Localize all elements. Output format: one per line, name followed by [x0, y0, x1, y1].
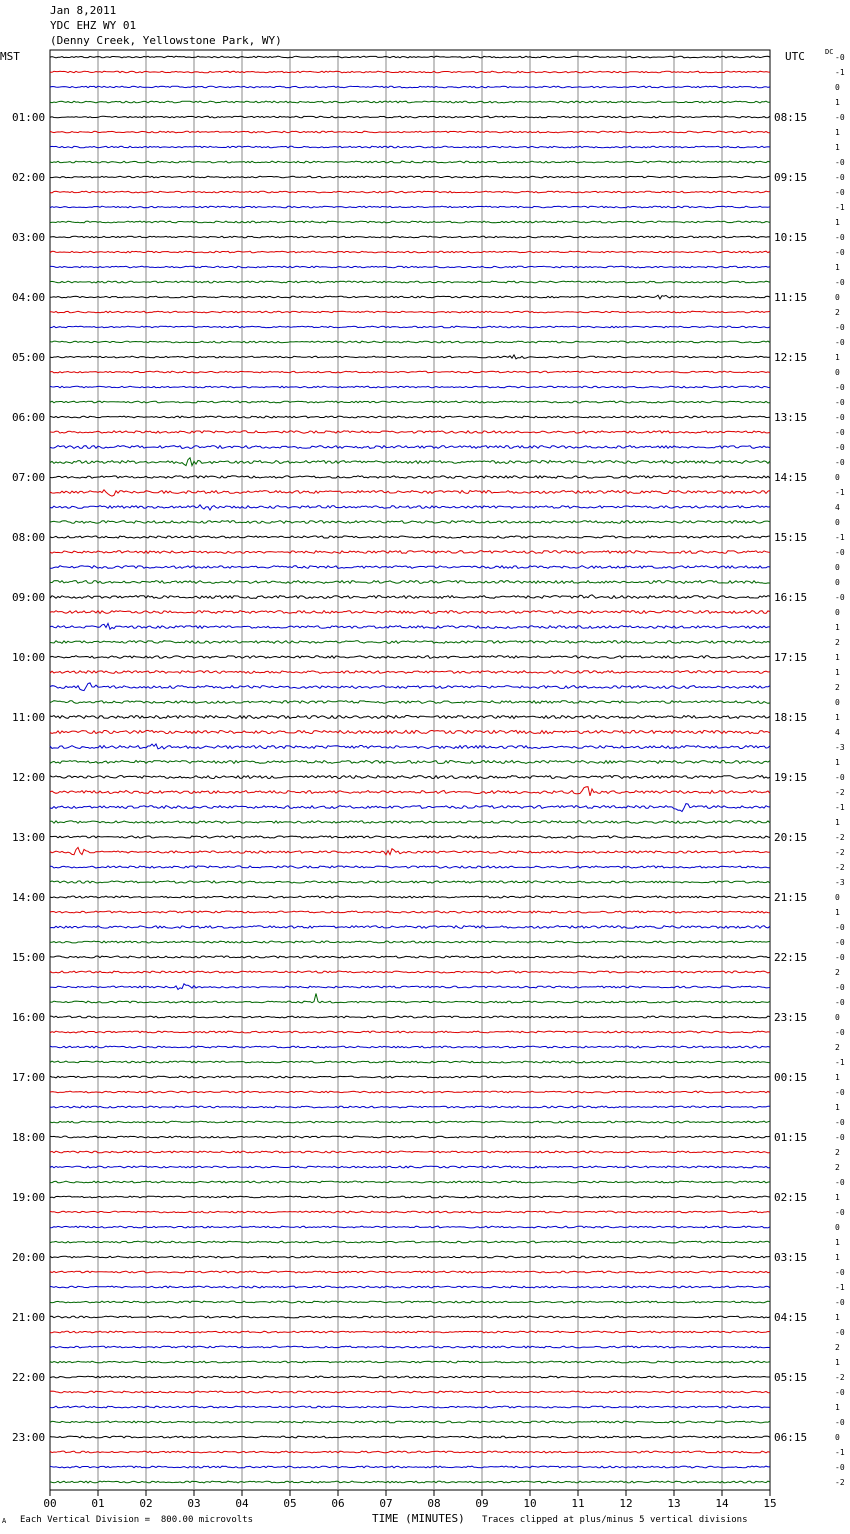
- x-tick-label: 10: [523, 1497, 537, 1510]
- trace-row: [50, 131, 770, 133]
- trace-row: [50, 1196, 770, 1198]
- trace-row: [50, 581, 770, 584]
- left-hour-label: 08:00: [12, 531, 46, 544]
- dc-offset-label: -0: [835, 383, 845, 392]
- dc-offset-label: 2: [835, 308, 840, 317]
- right-hour-label: 15:15: [774, 531, 808, 544]
- trace-row: [50, 1046, 770, 1048]
- dc-offset-label: -2: [835, 833, 845, 842]
- header-date: Jan 8,2011: [50, 4, 117, 17]
- dc-offset-label: -0: [835, 923, 845, 932]
- dc-offset-label: 0: [835, 1433, 840, 1442]
- right-hour-label: 14:15: [774, 471, 808, 484]
- x-tick-label: 01: [91, 1497, 105, 1510]
- x-tick-label: 12: [619, 1497, 633, 1510]
- dc-offset-label: 1: [835, 98, 840, 107]
- dc-offset-label: -3: [835, 878, 845, 887]
- x-tick-label: 15: [763, 1497, 777, 1510]
- dc-offset-label: 1: [835, 1358, 840, 1367]
- trace-row: [50, 641, 770, 644]
- dc-offset-label: -0: [835, 398, 845, 407]
- dc-offset-label: 1: [835, 623, 840, 632]
- trace-row: [50, 1136, 770, 1138]
- dc-offset-label: 2: [835, 683, 840, 692]
- dc-offset-label: -0: [835, 1028, 845, 1037]
- trace-row: [50, 176, 770, 178]
- dc-offset-label: -0: [835, 248, 845, 257]
- dc-offset-label: 2: [835, 1343, 840, 1352]
- trace-row: [50, 1361, 770, 1363]
- trace-row: [50, 1436, 770, 1438]
- dc-offset-label: -0: [835, 413, 845, 422]
- trace-row: [50, 56, 770, 58]
- dc-offset-label: -0: [835, 1418, 845, 1427]
- trace-row: [50, 787, 770, 796]
- x-tick-label: 04: [235, 1497, 249, 1510]
- dc-offset-label: -0: [835, 323, 845, 332]
- trace-row: [50, 236, 770, 238]
- trace-row: [50, 611, 770, 614]
- left-hour-label: 20:00: [12, 1251, 46, 1264]
- trace-row: [50, 683, 770, 691]
- trace-row: [50, 266, 770, 268]
- dc-offset-label: 1: [835, 1073, 840, 1082]
- dc-offset-label: 1: [835, 713, 840, 722]
- trace-row: [50, 881, 770, 883]
- dc-offset-label: -1: [835, 1283, 845, 1292]
- trace-row: [50, 401, 770, 403]
- trace-row: [50, 536, 770, 538]
- trace-row: [50, 896, 770, 898]
- left-hour-label: 16:00: [12, 1011, 46, 1024]
- dc-offset-label: 1: [835, 1238, 840, 1247]
- left-hour-label: 13:00: [12, 831, 46, 844]
- trace-row: [50, 1106, 770, 1108]
- trace-row: [50, 1031, 770, 1033]
- trace-row: [50, 371, 770, 373]
- left-hour-label: 03:00: [12, 231, 46, 244]
- dc-offset-label: 1: [835, 263, 840, 272]
- trace-row: [50, 623, 770, 629]
- trace-row: [50, 341, 770, 343]
- trace-row: [50, 1316, 770, 1318]
- trace-row: [50, 505, 770, 510]
- trace-row: [50, 311, 770, 313]
- dc-offset-label: 1: [835, 1193, 840, 1202]
- left-hour-label: 18:00: [12, 1131, 46, 1144]
- dc-offset-label: -0: [835, 1463, 845, 1472]
- x-tick-label: 05: [283, 1497, 297, 1510]
- dc-offset-label: 2: [835, 1163, 840, 1172]
- trace-row: [50, 446, 770, 449]
- dc-offset-label: 1: [835, 1253, 840, 1262]
- left-hour-label: 02:00: [12, 171, 46, 184]
- x-tick-label: 11: [571, 1497, 585, 1510]
- trace-row: [50, 1241, 770, 1243]
- trace-row: [50, 191, 770, 193]
- dc-offset-label: -0: [835, 188, 845, 197]
- trace-row: [50, 101, 770, 103]
- left-hour-label: 15:00: [12, 951, 46, 964]
- dc-offset-label: 1: [835, 143, 840, 152]
- trace-row: [50, 326, 770, 328]
- right-hour-label: 04:15: [774, 1311, 808, 1324]
- trace-row: [50, 744, 770, 749]
- dc-offset-label: 0: [835, 83, 840, 92]
- left-hour-label: 05:00: [12, 351, 46, 364]
- dc-offset-label: -0: [835, 53, 845, 62]
- trace-row: [50, 1451, 770, 1453]
- trace-row: [50, 431, 770, 433]
- dc-offset-label: -0: [835, 953, 845, 962]
- dc-offset-label: -2: [835, 863, 845, 872]
- trace-row: [50, 1376, 770, 1378]
- trace-row: [50, 295, 770, 299]
- dc-offset-label: -1: [835, 1058, 845, 1067]
- dc-offset-label: -0: [835, 338, 845, 347]
- dc-offset-label: 4: [835, 503, 840, 512]
- dc-offset-label: -0: [835, 548, 845, 557]
- trace-row: [50, 1301, 770, 1303]
- dc-offset-label: -0: [835, 158, 845, 167]
- dc-offset-label: -0: [835, 1178, 845, 1187]
- dc-offset-label: -0: [835, 278, 845, 287]
- trace-row: [50, 656, 770, 659]
- scale-mark: A: [2, 1517, 7, 1525]
- dc-offset-label: -0: [835, 1118, 845, 1127]
- dc-offset-label: -1: [835, 488, 845, 497]
- trace-row: [50, 971, 770, 973]
- scale-note: Each Vertical Division = 800.00 microvolts: [20, 1515, 253, 1525]
- trace-row: [50, 926, 770, 929]
- clip-note: Traces clipped at plus/minus 5 vertical divisions: [482, 1515, 748, 1525]
- right-hour-label: 18:15: [774, 711, 808, 724]
- dc-offset-label: -0: [835, 998, 845, 1007]
- trace-row: [50, 804, 770, 812]
- trace-row: [50, 1346, 770, 1348]
- dc-offset-label: 1: [835, 818, 840, 827]
- dc-offset-label: -0: [835, 773, 845, 782]
- trace-row: [50, 671, 770, 674]
- dc-offset-label: -0: [835, 458, 845, 467]
- left-hour-label: 21:00: [12, 1311, 46, 1324]
- dc-offset-label: -3: [835, 743, 845, 752]
- right-hour-label: 06:15: [774, 1431, 808, 1444]
- dc-offset-label: -0: [835, 1208, 845, 1217]
- dc-offset-label: -0: [835, 938, 845, 947]
- trace-row: [50, 386, 770, 388]
- trace-row: [50, 1256, 770, 1258]
- trace-row: [50, 1061, 770, 1063]
- trace-row: [50, 161, 770, 163]
- right-hour-label: 23:15: [774, 1011, 808, 1024]
- dc-offset-label: -1: [835, 803, 845, 812]
- trace-row: [50, 416, 770, 418]
- left-hour-label: 01:00: [12, 111, 46, 124]
- trace-row: [50, 566, 770, 569]
- dc-offset-label: -0: [835, 1088, 845, 1097]
- dc-offset-label: -1: [835, 533, 845, 542]
- left-hour-label: 19:00: [12, 1191, 46, 1204]
- trace-row: [50, 1271, 770, 1273]
- dc-offset-label: 1: [835, 1403, 840, 1412]
- dc-offset-label: 2: [835, 1043, 840, 1052]
- x-tick-label: 02: [139, 1497, 153, 1510]
- x-tick-label: 03: [187, 1497, 201, 1510]
- trace-row: [50, 836, 770, 838]
- trace-row: [50, 281, 770, 283]
- dc-offset-label: -0: [835, 1388, 845, 1397]
- trace-row: [50, 1421, 770, 1423]
- dc-offset-label: -1: [835, 1448, 845, 1457]
- trace-row: [50, 956, 770, 958]
- x-tick-label: 14: [715, 1497, 729, 1510]
- left-hour-label: 06:00: [12, 411, 46, 424]
- left-hour-label: 04:00: [12, 291, 46, 304]
- dc-offset-label: 0: [835, 578, 840, 587]
- trace-row: [50, 1076, 770, 1078]
- trace-row: [50, 206, 770, 208]
- trace-row: [50, 458, 770, 466]
- dc-offset-label: -0: [835, 113, 845, 122]
- left-hour-label: 10:00: [12, 651, 46, 664]
- right-hour-label: 17:15: [774, 651, 808, 664]
- dc-offset-label: 1: [835, 668, 840, 677]
- trace-row: [50, 251, 770, 253]
- header-location: (Denny Creek, Yellowstone Park, WY): [50, 34, 282, 47]
- right-timezone-label: UTC: [785, 50, 805, 63]
- right-hour-label: 00:15: [774, 1071, 808, 1084]
- dc-offset-label: -0: [835, 428, 845, 437]
- dc-offset-label: -0: [835, 1328, 845, 1337]
- dc-offset-label: 1: [835, 758, 840, 767]
- dc-offset-label: 1: [835, 653, 840, 662]
- trace-row: [50, 551, 770, 554]
- trace-row: [50, 221, 770, 223]
- left-timezone-label: MST: [0, 50, 20, 63]
- trace-row: [50, 994, 770, 1003]
- x-tick-label: 07: [379, 1497, 393, 1510]
- right-hour-label: 12:15: [774, 351, 808, 364]
- dc-offset-label: -0: [835, 593, 845, 602]
- dc-offset-label: 0: [835, 608, 840, 617]
- dc-offset-label: 0: [835, 893, 840, 902]
- right-hour-label: 08:15: [774, 111, 808, 124]
- dc-offset-label: 0: [835, 698, 840, 707]
- trace-row: [50, 821, 770, 823]
- dc-offset-label: 1: [835, 128, 840, 137]
- x-tick-label: 13: [667, 1497, 681, 1510]
- left-hour-label: 23:00: [12, 1431, 46, 1444]
- trace-row: [50, 1121, 770, 1123]
- left-hour-label: 14:00: [12, 891, 46, 904]
- trace-row: [50, 847, 770, 855]
- trace-row: [50, 355, 770, 359]
- dc-offset-label: 0: [835, 563, 840, 572]
- right-hour-label: 11:15: [774, 291, 808, 304]
- dc-label: DC: [825, 48, 834, 56]
- dc-offset-label: -0: [835, 1298, 845, 1307]
- left-hour-label: 12:00: [12, 771, 46, 784]
- dc-offset-label: 0: [835, 473, 840, 482]
- dc-offset-label: 0: [835, 293, 840, 302]
- left-hour-label: 22:00: [12, 1371, 46, 1384]
- trace-row: [50, 490, 770, 496]
- x-tick-label: 06: [331, 1497, 345, 1510]
- right-hour-label: 22:15: [774, 951, 808, 964]
- trace-row: [50, 116, 770, 118]
- trace-row: [50, 595, 770, 599]
- dc-offset-label: 0: [835, 1013, 840, 1022]
- dc-offset-label: 1: [835, 218, 840, 227]
- trace-row: [50, 716, 770, 719]
- dc-offset-label: -2: [835, 848, 845, 857]
- dc-offset-label: 0: [835, 1223, 840, 1232]
- trace-row: [50, 521, 770, 524]
- trace-row: [50, 701, 770, 704]
- trace-row: [50, 476, 770, 478]
- trace-row: [50, 1391, 770, 1393]
- right-hour-label: 09:15: [774, 171, 808, 184]
- right-hour-label: 21:15: [774, 891, 808, 904]
- dc-offset-label: 2: [835, 968, 840, 977]
- right-hour-label: 13:15: [774, 411, 808, 424]
- dc-offset-label: -0: [835, 233, 845, 242]
- trace-row: [50, 1406, 770, 1408]
- x-tick-label: 08: [427, 1497, 441, 1510]
- trace-row: [50, 866, 770, 868]
- right-hour-label: 20:15: [774, 831, 808, 844]
- right-hour-label: 03:15: [774, 1251, 808, 1264]
- left-hour-label: 07:00: [12, 471, 46, 484]
- trace-row: [50, 71, 770, 73]
- dc-offset-label: 1: [835, 1103, 840, 1112]
- dc-offset-label: -0: [835, 983, 845, 992]
- trace-row: [50, 761, 770, 764]
- dc-offset-label: 1: [835, 353, 840, 362]
- dc-offset-label: 2: [835, 638, 840, 647]
- trace-row: [50, 1481, 770, 1483]
- trace-row: [50, 1286, 770, 1288]
- trace-row: [50, 1226, 770, 1228]
- right-hour-label: 19:15: [774, 771, 808, 784]
- trace-row: [50, 146, 770, 148]
- dc-offset-label: 1: [835, 1313, 840, 1322]
- dc-offset-label: -1: [835, 68, 845, 77]
- trace-row: [50, 1331, 770, 1333]
- left-hour-label: 09:00: [12, 591, 46, 604]
- trace-row: [50, 1091, 770, 1093]
- trace-row: [50, 730, 770, 733]
- trace-row: [50, 1016, 770, 1018]
- dc-offset-label: 2: [835, 1148, 840, 1157]
- right-hour-label: 01:15: [774, 1131, 808, 1144]
- dc-offset-label: -0: [835, 173, 845, 182]
- trace-row: [50, 941, 770, 943]
- trace-row: [50, 1151, 770, 1153]
- trace-row: [50, 984, 770, 990]
- trace-row: [50, 911, 770, 913]
- left-hour-label: 11:00: [12, 711, 46, 724]
- dc-offset-label: -0: [835, 443, 845, 452]
- dc-offset-label: 0: [835, 518, 840, 527]
- dc-offset-label: -2: [835, 1373, 845, 1382]
- dc-offset-label: -1: [835, 203, 845, 212]
- dc-offset-label: -0: [835, 1268, 845, 1277]
- dc-offset-label: 1: [835, 908, 840, 917]
- right-hour-label: 02:15: [774, 1191, 808, 1204]
- trace-row: [50, 1166, 770, 1168]
- right-hour-label: 10:15: [774, 231, 808, 244]
- x-tick-label: 09: [475, 1497, 489, 1510]
- trace-row: [50, 1466, 770, 1468]
- right-hour-label: 05:15: [774, 1371, 808, 1384]
- dc-offset-label: -0: [835, 1133, 845, 1142]
- dc-offset-label: -2: [835, 788, 845, 797]
- trace-row: [50, 1181, 770, 1183]
- trace-row: [50, 86, 770, 88]
- header-station: YDC EHZ WY 01: [50, 19, 137, 32]
- trace-row: [50, 1211, 770, 1213]
- dc-offset-label: 4: [835, 728, 840, 737]
- x-tick-label: 00: [43, 1497, 57, 1510]
- left-hour-label: 17:00: [12, 1071, 46, 1084]
- right-hour-label: 16:15: [774, 591, 808, 604]
- x-axis-title: TIME (MINUTES): [372, 1512, 465, 1525]
- trace-row: [50, 776, 770, 779]
- dc-offset-label: 0: [835, 368, 840, 377]
- dc-offset-label: -2: [835, 1478, 845, 1487]
